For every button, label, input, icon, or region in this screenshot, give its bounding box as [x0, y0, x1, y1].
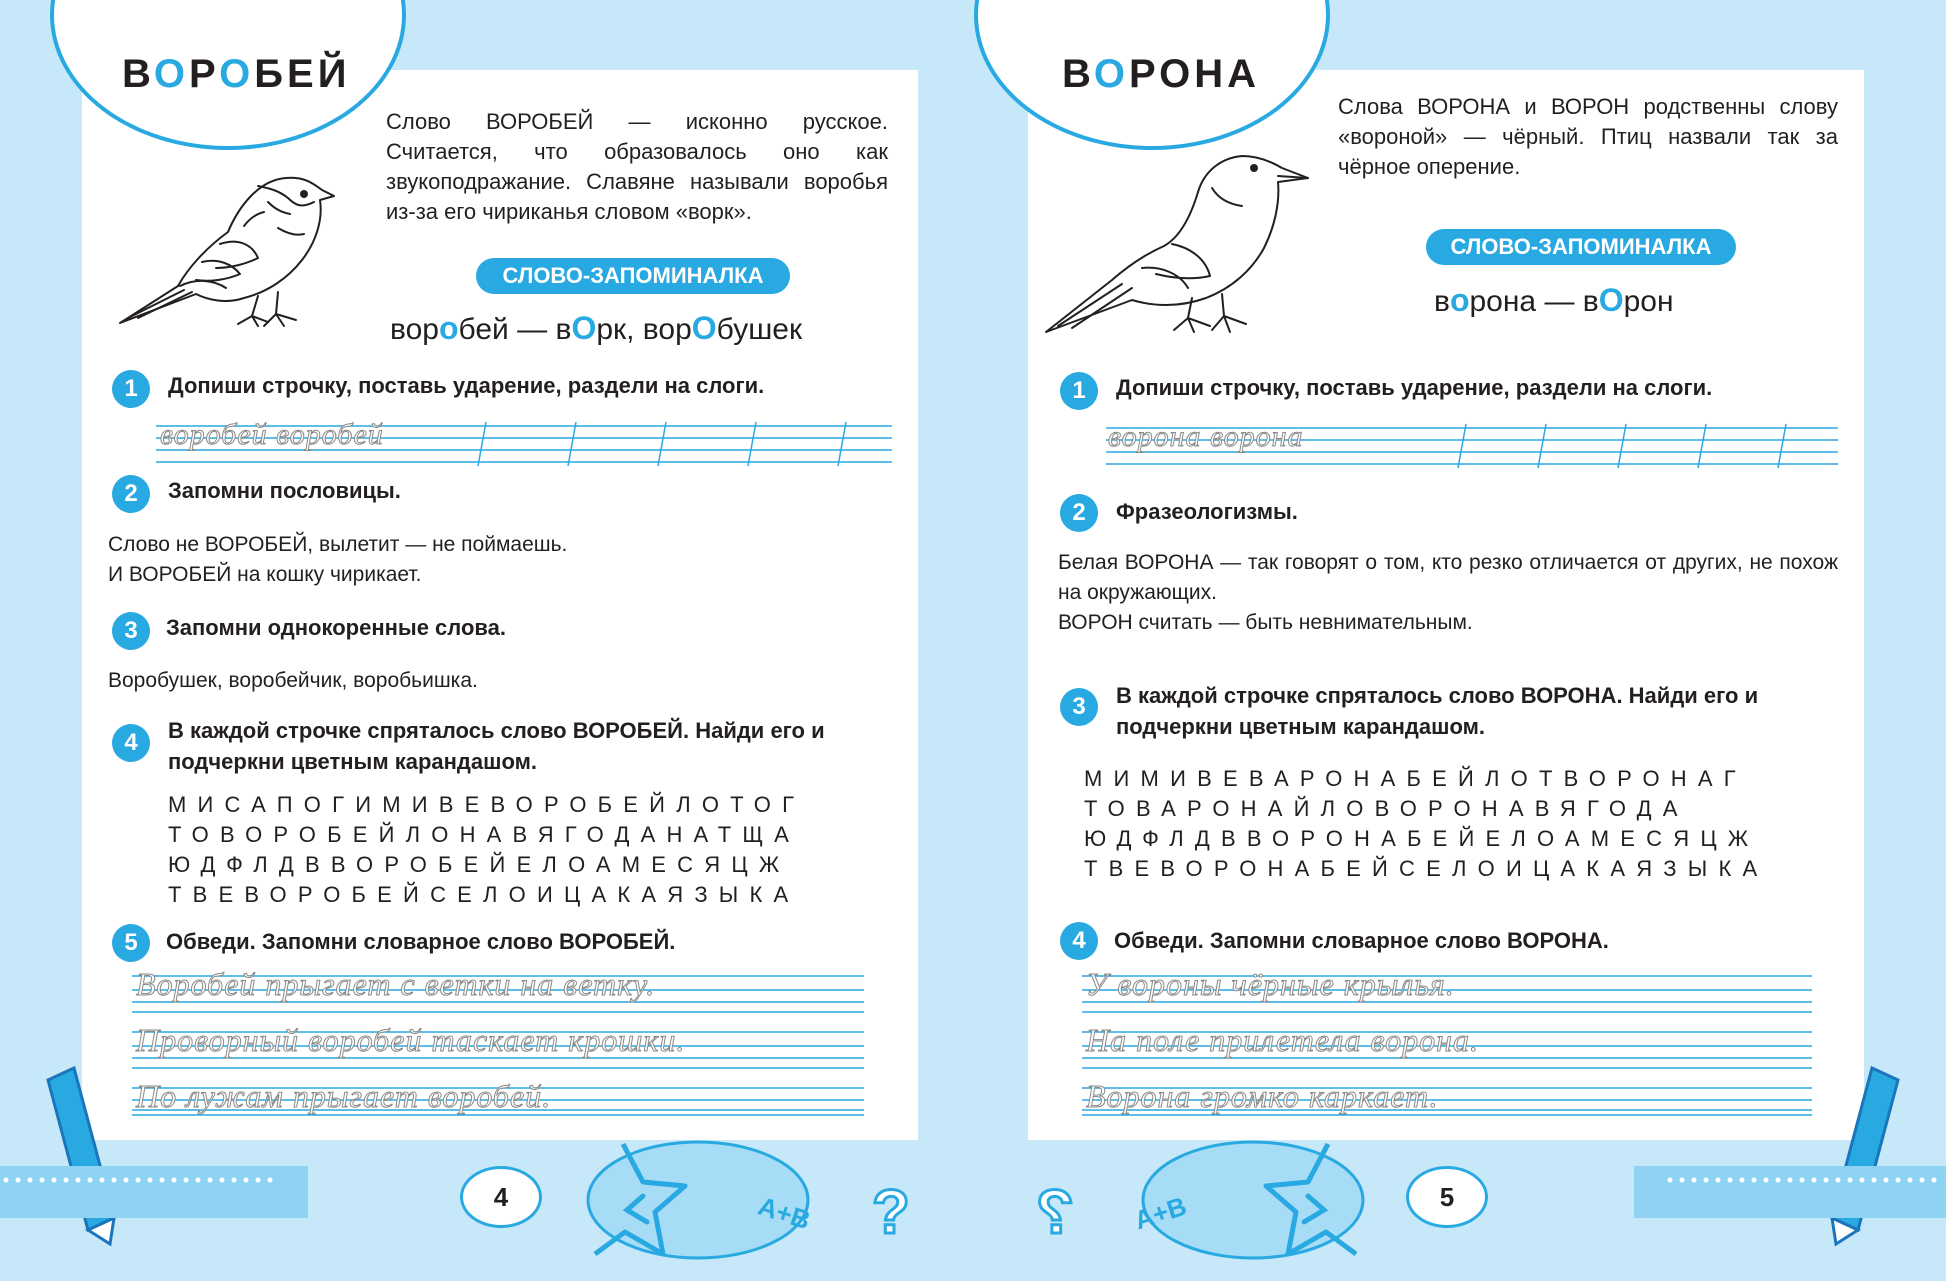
left-formula-badge: A+B	[754, 1190, 815, 1236]
right-letter-grid-row-4[interactable]: ТВЕВОРОНАБЕЙСЕЛОИЦАКАЯЗЫКА	[1084, 856, 1769, 881]
left-pencil-icon	[40, 1058, 120, 1248]
crow-illustration	[1042, 148, 1312, 348]
left-related-words: Воробушек, воробейчик, воробьишка.	[108, 669, 478, 692]
left-task-5-text: Обведи. Запомни словарное слово ВОРОБЕЙ.	[166, 929, 676, 954]
right-question-icon: ?	[1036, 1178, 1074, 1247]
right-task-4-text: Обведи. Запомни словарное слово ВОРОНА.	[1114, 928, 1609, 953]
right-task-3-text: В каждой строчке спряталось слово ВОРОНА. Найди его и подчеркни цветным карандашом.	[1116, 683, 1759, 739]
left-letter-grid-row-4[interactable]: ТВЕВОРОБЕЙСЕЛОИЦАКАЯЗЫКА	[168, 882, 800, 907]
left-trace-3: По лужам прыгает воробей.	[136, 1078, 552, 1114]
left-trace-2: Проворный воробей таскает крошки.	[136, 1022, 686, 1058]
left-trace-1: Воробей прыгает с ветки на ветку.	[136, 966, 656, 1002]
left-dots-decoration	[0, 1172, 300, 1188]
right-memo-badge: СЛОВО-ЗАПОМИНАЛКА	[1426, 229, 1736, 265]
right-page-number: 5	[1406, 1166, 1488, 1228]
left-task-1-text: Допиши строчку, поставь ударение, раздели на слоги.	[168, 373, 765, 398]
right-intro-text: Слова ВОРОНА и ВОРОН родственны слову «вороной» — чёрный. Птиц назвали так за чёрное оперение.	[1338, 94, 1838, 179]
left-question-icon: ?	[872, 1178, 910, 1247]
left-page-number: 4	[460, 1166, 542, 1228]
left-task-4-number: 4	[112, 724, 150, 762]
left-letter-grid-row-1[interactable]: МИСАПОГИМИВЕВОРОБЕЙЛОТОГ	[168, 792, 806, 817]
right-letter-grid-row-2[interactable]: ТОВАРОНАЙЛОВОРОНАВЯГОДА	[1084, 796, 1689, 821]
right-formula-badge: A+B	[1130, 1190, 1191, 1236]
left-intro-text: Слово ВОРОБЕЙ — исконно русское. Считается, что образовалось оно как звукоподражание. Славяне называли воробья из-за его чириканья словом «ворк».	[386, 109, 888, 224]
left-memo-words: воробей — вОрк, ворОбушек	[390, 310, 803, 346]
left-task-3-text: Запомни однокоренные слова.	[166, 615, 506, 640]
right-copy-sample: ворона ворона	[1108, 420, 1304, 453]
left-proverb-1: Слово не ВОРОБЕЙ, вылетит — не поймаешь.	[108, 533, 568, 556]
left-task-4-text: В каждой строчке спряталось слово ВОРОБЕЙ. Найди его и подчеркни цветным карандашом.	[168, 718, 825, 774]
left-letter-grid-row-2[interactable]: ТОВОРОБЕЙЛОНАВЯГОДАНАТЩА	[168, 822, 801, 847]
right-trace-2: На поле прилетела ворона.	[1086, 1022, 1479, 1058]
right-task-4-number: 4	[1060, 922, 1098, 960]
left-task-1-number: 1	[112, 370, 150, 408]
right-phrase-1: Белая ВОРОНА — так говорят о том, кто резко отличается от других, не похож на окружающих.	[1058, 551, 1838, 604]
left-task-3-number: 3	[112, 612, 150, 650]
right-task-1-number: 1	[1060, 372, 1098, 410]
right-memo-words: ворона — вОрон	[1434, 282, 1674, 318]
left-memo-badge: СЛОВО-ЗАПОМИНАЛКА	[476, 258, 790, 294]
right-trace-1: У вороны чёрные крылья.	[1086, 966, 1455, 1002]
right-pencil-icon	[1826, 1058, 1906, 1248]
right-task-1-text: Допиши строчку, поставь ударение, раздели на слоги.	[1116, 375, 1713, 400]
left-letter-grid-row-3[interactable]: ЮДФЛДВВОРОБЕЙЕЛОАМЕСЯЦЖ	[168, 852, 791, 877]
right-trace-3: Ворона громко каркает.	[1086, 1078, 1439, 1114]
sparrow-illustration	[118, 168, 338, 340]
left-copy-sample: воробей воробей	[160, 418, 384, 451]
left-task-2-text: Запомни пословицы.	[168, 478, 401, 503]
left-task-2-number: 2	[112, 475, 150, 513]
right-dots-decoration	[1664, 1172, 1946, 1188]
right-page-title: ВОРОНА	[1062, 52, 1261, 96]
left-proverb-2: И ВОРОБЕЙ на кошку чирикает.	[108, 563, 422, 586]
right-task-2-number: 2	[1060, 494, 1098, 532]
right-letter-grid-row-3[interactable]: ЮДФЛДВВОРОНАБЕЙЕЛОАМЕСЯЦЖ	[1084, 826, 1760, 851]
left-page-title: ВОРОБЕЙ	[122, 52, 351, 96]
right-task-3-number: 3	[1060, 688, 1098, 726]
right-letter-grid-row-1[interactable]: МИМИВЕВАРОНАБЕЙЛОТВОРОНАГ	[1084, 766, 1747, 791]
right-task-2-text: Фразеологизмы.	[1116, 499, 1298, 524]
left-task-5-number: 5	[112, 924, 150, 962]
right-phrase-2: ВОРОН считать — быть невнимательным.	[1058, 611, 1473, 634]
